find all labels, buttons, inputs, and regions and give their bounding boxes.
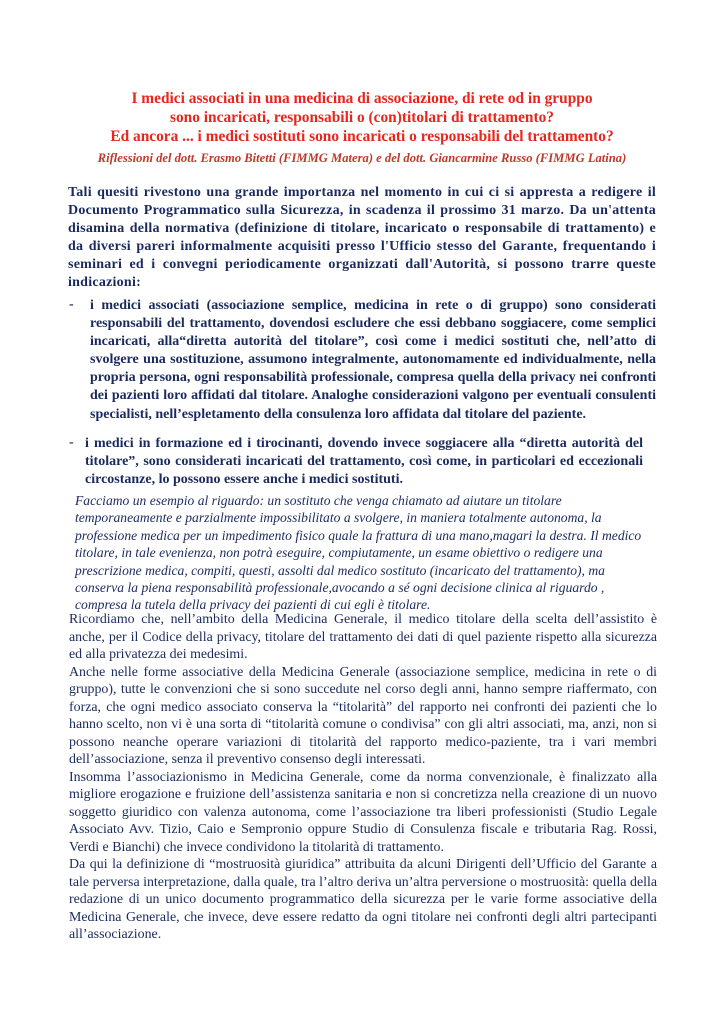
example-paragraph: Facciamo un esempio al riguardo: un sostituto che venga chiamato ad aiutare un titolare temporaneamente e parzialmente impossibilitato a svolgere, in maniera totalmente autonoma, la professione medica per un impedimento fisico quale la frattura di una mano,magari la destra. Il medico titolare, in tale evenienza, non potrà eseguire, compiutamente, un esame obiettivo o redigere una prescrizione medica, compiti, questi, assolti dal medico sostituto (incaricato del trattamento), ma conserva la piena responsabilità professionale,avocando a sé ogni decisione clinica al riguardo , compresa la tutela della privacy dei pazienti di cui egli è titolare. <box>75 493 642 613</box>
bullet-marker-2: - <box>69 435 74 450</box>
bullet-marker-1: - <box>69 297 74 312</box>
bullet-item-formazione: i medici in formazione ed i tirocinanti, dovendo invece soggiacere alla “diretta autorità del titolare”, sono considerati incaricati del trattamento, così come, in particolari ed eccezionali circostanze, lo possono essere anche i medici sostituti. <box>85 436 643 488</box>
paragraph-insomma: Insomma l’associazionismo in Medicina Generale, come da norma convenzionale, è finalizzato alla migliore erogazione e fruizione dell’assistenza sanitaria e non si concretizza nella creazione di un nuovo soggetto giuridico con valenza autonoma, come l’associazione tra liberi professionisti (Studio Legale Associato Avv. Tizio, Caio e Sempronio oppure Studio di Consulenza fiscale e tributaria Rag. Rossi, Verdi e Bianchi) che invece condividono la titolarità di trattamento. <box>69 769 657 855</box>
title-line-1: I medici associati in una medicina di associazione, di rete od in gruppo <box>131 90 593 107</box>
paragraph-ricordiamo: Ricordiamo che, nell’ambito della Medicina Generale, il medico titolare della scelta dell’assistito è anche, per il Codice della privacy, titolare del trattamento dei dati di quel paziente rispetto alla sicurezza ed alla privatezza dei medesimi. <box>69 612 657 662</box>
intro-paragraph: Tali quesiti rivestono una grande importanza nel momento in cui ci si appresta a redigere il Documento Programmatico sulla Sicurezza, in scadenza il prossimo 31 marzo. Da un'attenta disamina della normativa (definizione di titolare, incaricato o responsabile di trattamento) e da diversi pareri informalmente acquisiti presso l'Ufficio stesso del Garante, frequentando i seminari ed i convegni periodicamente organizzati dall'Autorità, si possono trarre queste indicazioni: <box>68 185 656 291</box>
title-line-3: Ed ancora ... i medici sostituti sono incaricati o responsabili del trattamento? <box>110 128 614 145</box>
paragraph-forme-associative: Anche nelle forme associative della Medicina Generale (associazione semplice, medicina in rete o di gruppo), tutte le convenzioni che si sono succedute nel corso degli anni, hanno sempre riaffermato, con forza, che ogni medico associato conserva la “titolarità” del rapporto nei confronti dei pazienti che lo hanno scelto, non vi è una sorta di “titolarità comune o condivisa” con gli altri associati, ma, anzi, non si possono neanche operare variazioni di titolarità del rapporto medico-paziente, tra i vari membri dell’associazione, senza il preventivo consenso degli interessati. <box>69 664 657 767</box>
bullet-item-associati: i medici associati (associazione semplice, medicina in rete o di gruppo) sono considerati responsabili del trattamento, dovendosi escludere che essi debbano soggiacere, come semplici incaricati, alla“diretta autorità del titolare”, così come i medici sostituti che, nell’atto di svolgere una sostituzione, assumono integralmente, autonomamente ed individualmente, nella propria persona, ogni responsabilità professionale, compresa quella della privacy nei confronti dei pazienti loro affidati dal titolare. Analoghe considerazioni valgono per eventuali consulenti specialisti, nell’espletamento della consulenza loro affidata dal titolare del paziente. <box>90 298 656 422</box>
title-line-2: sono incaricati, responsabili o (con)titolari di trattamento? <box>169 109 555 126</box>
body-text <box>69 611 657 944</box>
paragraph-da-qui: Da qui la definizione di “mostruosità giuridica” attribuita da alcuni Dirigenti dell’Ufficio del Garante a tale perversa interpretazione, dalla quale, tra l’altro deriva un’altra perversione o mostruosità: quella della redazione di un unico documento programmatico della sicurezza per le varie forme associative della Medicina Generale, che invece, deve essere redatto da ogni titolare nei confronti degli altri partecipanti all’associazione. <box>69 857 657 942</box>
subtitle-authors: Riflessioni del dott. Erasmo Bitetti (FIMMG Matera) e del dott. Giancarmine Russo (FIMMG Latina) <box>97 151 627 165</box>
